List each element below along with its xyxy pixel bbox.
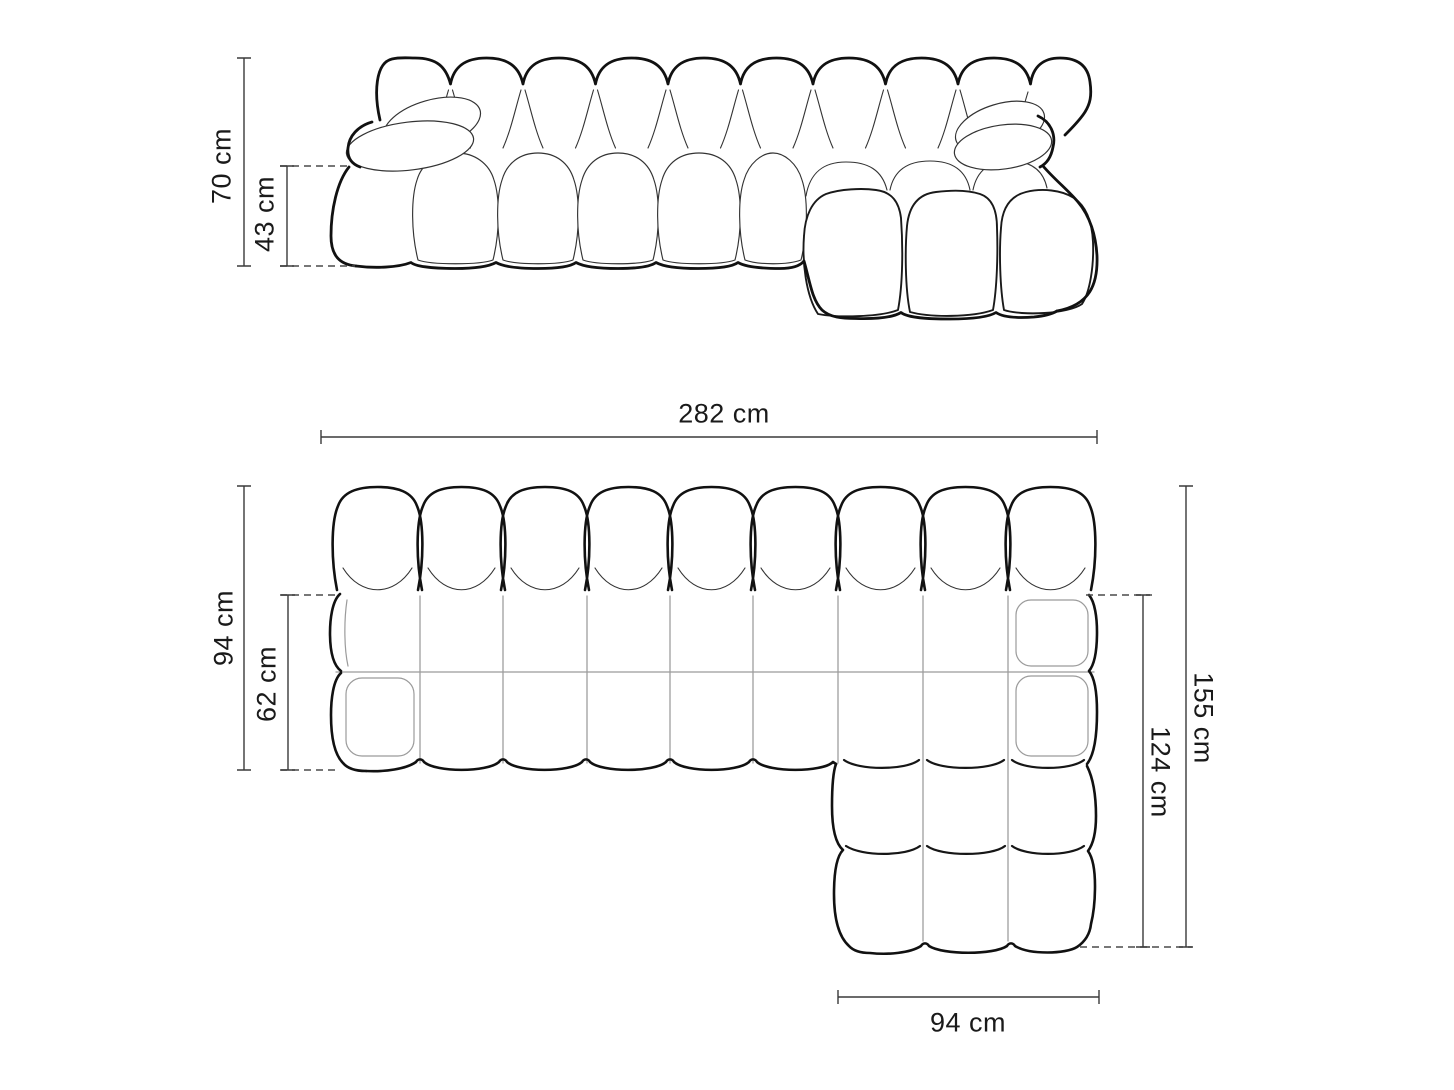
plan-backrest-bubbles xyxy=(333,487,1096,590)
dim-line-front-seat-height xyxy=(280,166,294,266)
front-seat-cushions xyxy=(413,153,807,264)
plan-backrest-scallops xyxy=(343,568,1085,590)
front-total-height-label: 70 cm xyxy=(206,127,237,205)
top-seat-depth-label: 62 cm xyxy=(251,645,282,723)
top-chaise-width-label: 94 cm xyxy=(929,1007,1007,1038)
top-body-depth-label: 94 cm xyxy=(208,589,239,667)
plan-front-edge xyxy=(366,759,836,771)
dim-line-seat-depth xyxy=(281,595,295,770)
plan-armrest-cushions xyxy=(345,600,1088,756)
plan-left-edge xyxy=(330,594,366,771)
plan-chaise-outline xyxy=(832,764,1096,954)
top-view-drawing xyxy=(330,487,1097,954)
front-right-arm-cushions xyxy=(949,92,1054,176)
front-chaise-bubbles xyxy=(804,189,1094,316)
dim-line-body-depth xyxy=(237,486,251,770)
front-left-silhouette xyxy=(331,167,356,266)
top-total-depth-label: 155 cm xyxy=(1188,672,1219,764)
front-backrest-seams xyxy=(431,90,1029,148)
plan-chaise-seams xyxy=(844,760,1084,854)
top-chaise-length-label: 124 cm xyxy=(1145,726,1176,818)
front-view-drawing xyxy=(331,58,1097,319)
dim-line-chaise-width xyxy=(838,990,1099,1004)
front-seat-height-label: 43 cm xyxy=(249,175,280,253)
top-total-width-label: 282 cm xyxy=(678,398,770,429)
dim-line-width xyxy=(321,430,1097,444)
